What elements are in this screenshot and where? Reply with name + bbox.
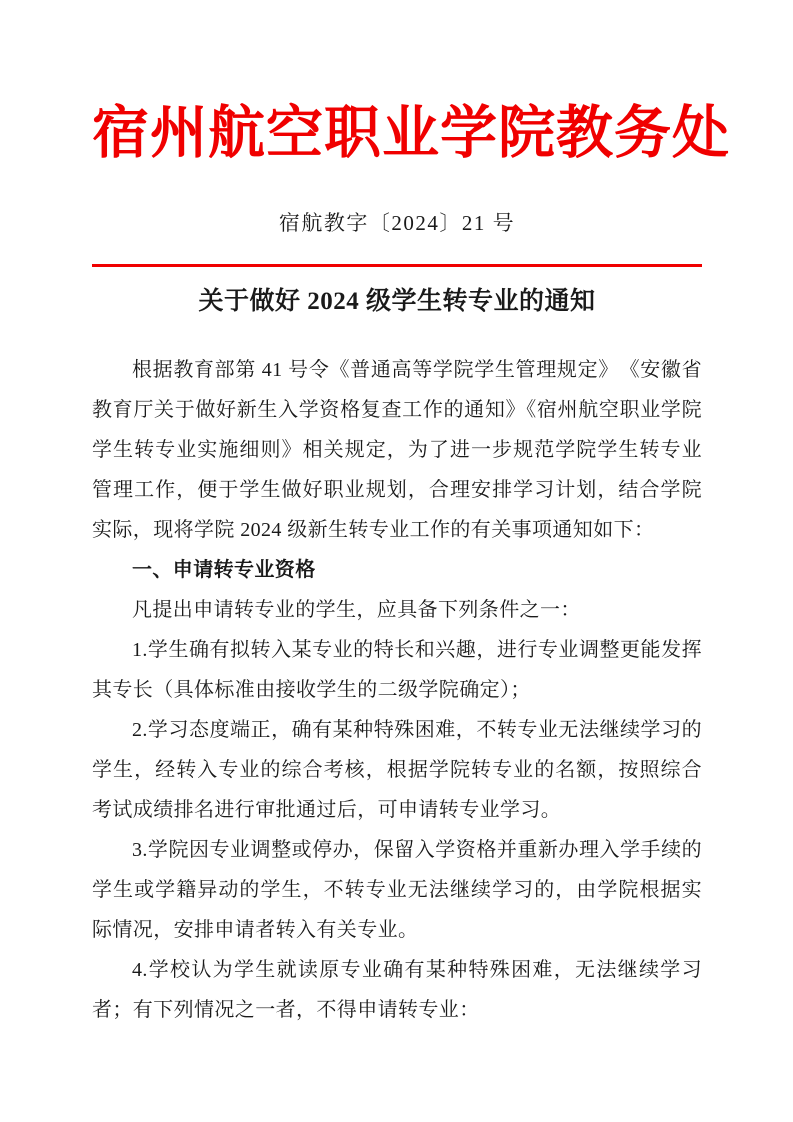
body-paragraph-item-3: 3.学院因专业调整或停办，保留入学资格并重新办理入学手续的学生或学籍异动的学生，不转专业无法继续学习的，由学院根据实际情况，安排申请者转入有关专业。 bbox=[92, 839, 702, 941]
body-paragraph-conditions-lead: 凡提出申请转专业的学生，应具备下列条件之一： bbox=[132, 599, 581, 621]
red-divider-line bbox=[92, 264, 702, 267]
body-paragraph-item-2: 2.学习态度端正，确有某种特殊困难，不转专业无法继续学习的学生，经转入专业的综合考核，根据学院转专业的名额，按照综合考试成绩排名进行审批通过后，可申请转专业学习。 bbox=[92, 719, 702, 821]
section-heading-eligibility: 一、申请转专业资格 bbox=[132, 559, 316, 581]
body-paragraph-intro: 根据教育部第 41 号令《普通高等学院学生管理规定》 《安徽省教育厅关于做好新生入学资格复查工作的通知》《宿州航空职业学院学生转专业实施细则》相关规定，为了进一步规范学院学生转专业管理工作，便于学生做好职业规划，合理安排学习计划，结合学院实际，现将学院 2024 级新生转专业工作的有关事项通知如下： bbox=[92, 359, 702, 541]
notice-title: 关于做好 2024 级学生转专业的通知 bbox=[198, 288, 596, 315]
body-paragraph-item-1: 1.学生确有拟转入某专业的特长和兴趣，进行专业调整更能发挥其专长（具体标准由接收学生的二级学院确定）； bbox=[92, 639, 702, 701]
document-number: 宿航教字〔2024〕21 号 bbox=[278, 211, 516, 235]
document-body bbox=[92, 350, 702, 1030]
body-paragraph-item-4: 4.学校认为学生就读原专业确有某种特殊困难，无法继续学习者；有下列情况之一者，不得申请转专业： bbox=[92, 959, 702, 1021]
letterhead-title: 宿州航空职业学院教务处 bbox=[92, 102, 730, 165]
